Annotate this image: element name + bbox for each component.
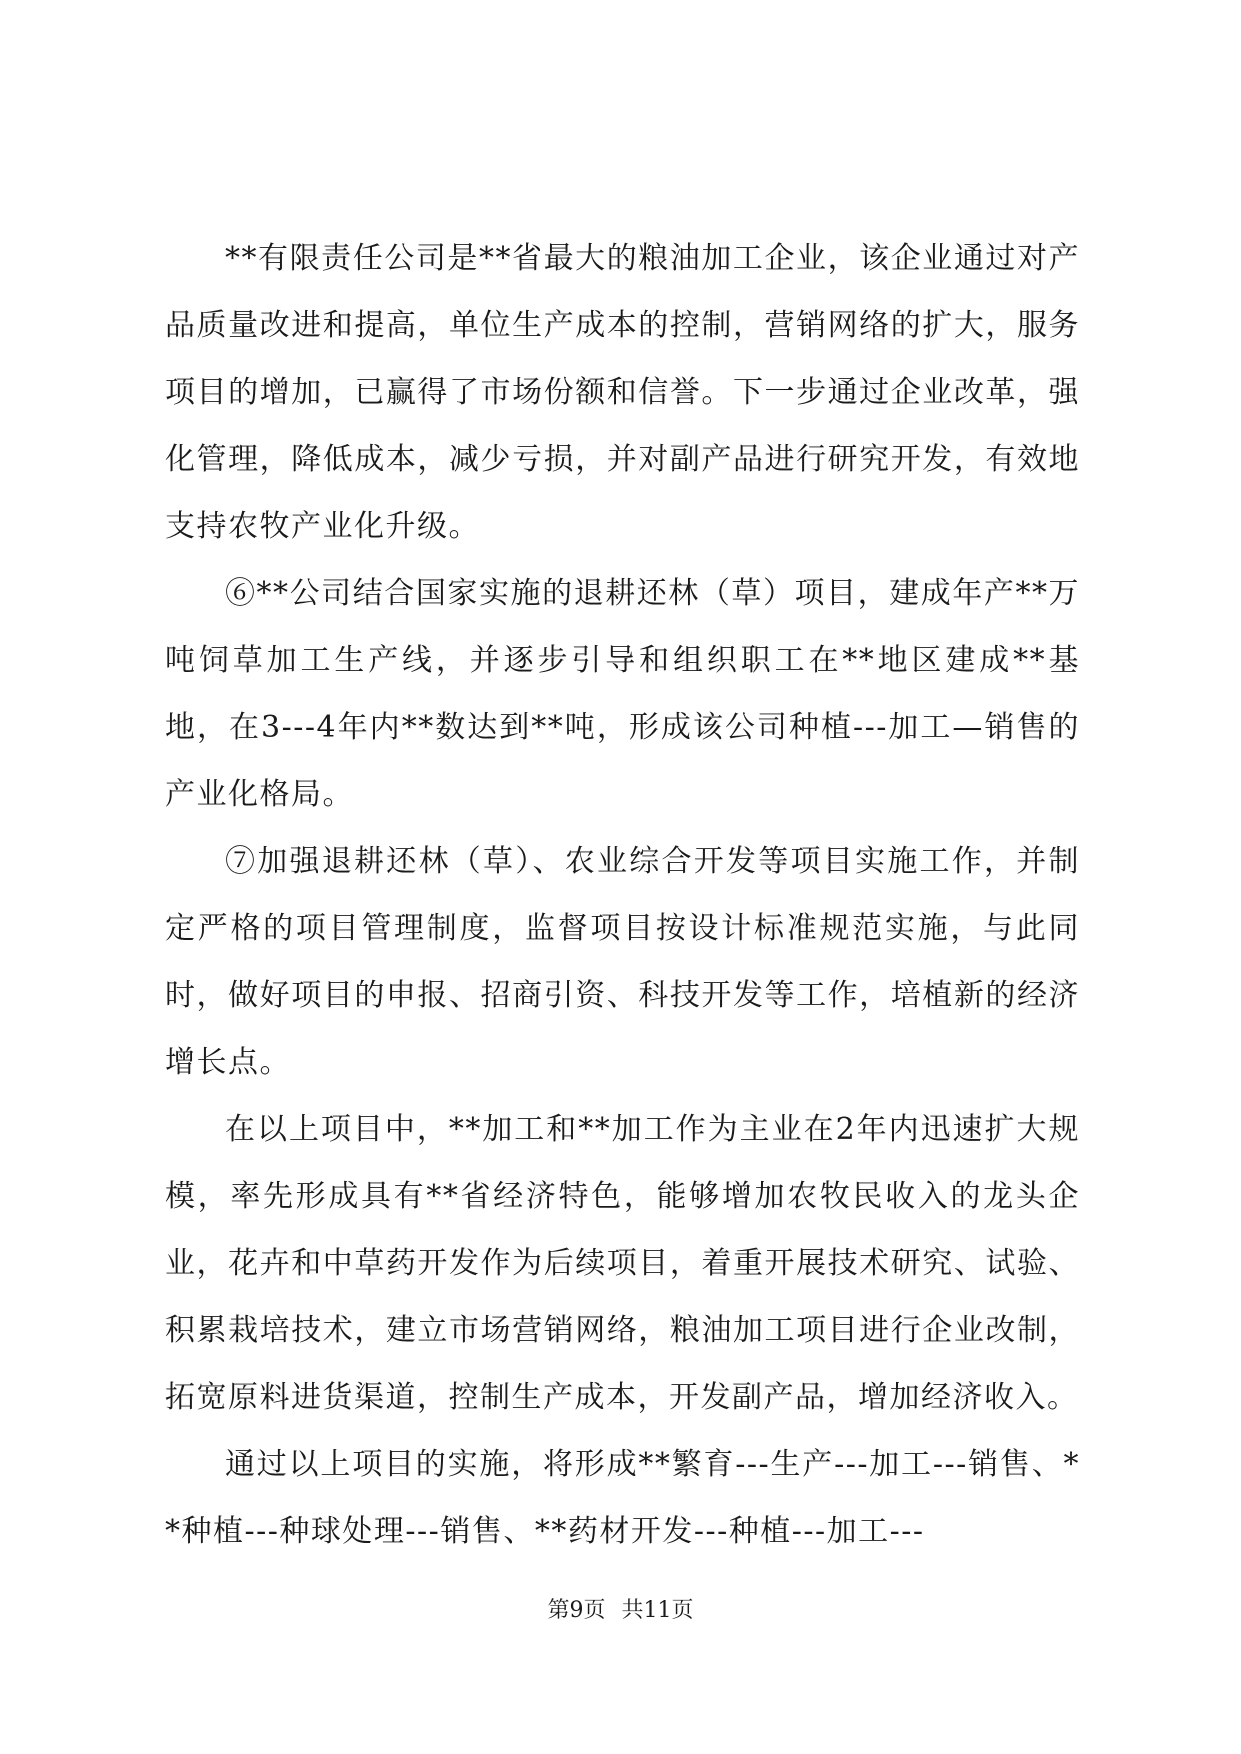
paragraph-company-grain-oil: **有限责任公司是**省最大的粮油加工企业，该企业通过对产品质量改进和提高，单位生产成本的控制，营销网络的扩大，服务项目的增加，已赢得了市场份额和信誉。下一步通过企业改革，强化管理，降低成本，减少亏损，并对副产品进行研究开发，有效地支持农牧产业化升级。: [165, 241, 1080, 544]
document-body: [165, 225, 1080, 1565]
page-number: 第9页: [547, 1598, 606, 1623]
paragraph-item-6-forage: ⑥**公司结合国家实施的退耕还林（草）项目，建成年产**万吨饲草加工生产线，并逐步引导和组织职工在**地区建成**基地，在3---4年内**数达到**吨，形成该公司种植---加工—销售的产业化格局。: [165, 576, 1080, 812]
paragraph-implementation-outcome: 通过以上项目的实施，将形成**繁育---生产---加工---销售、**种植---种球处理---销售、**药材开发---种植---加工---: [165, 1447, 1080, 1549]
paragraph-project-summary: 在以上项目中，**加工和**加工作为主业在2年内迅速扩大规模，率先形成具有**省经济特色，能够增加农牧民收入的龙头企业，花卉和中草药开发作为后续项目，着重开展技术研究、试验、积累栽培技术，建立市场营销网络，粮油加工项目进行企业改制，拓宽原料进货渠道，控制生产成本，开发副产品，增加经济收入。: [165, 1112, 1080, 1415]
paragraph-item-7-project-management: ⑦加强退耕还林（草）、农业综合开发等项目实施工作，并制定严格的项目管理制度，监督项目按设计标准规范实施，与此同时，做好项目的申报、招商引资、科技开发等工作，培植新的经济增长点。: [165, 844, 1080, 1080]
page-footer: [0, 1596, 1241, 1626]
page-total: 共11页: [621, 1598, 694, 1623]
